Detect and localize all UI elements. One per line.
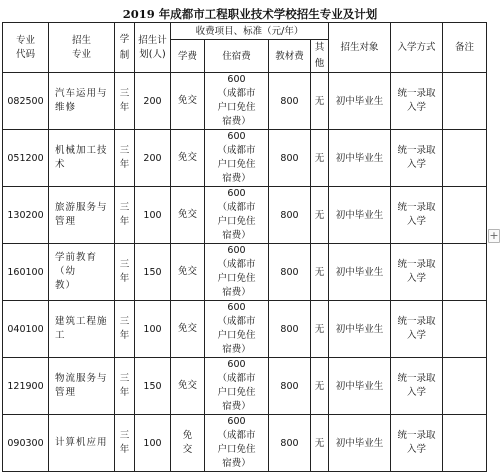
textbook-cell: 800 bbox=[269, 358, 311, 415]
quota-cell: 100 bbox=[135, 415, 171, 472]
lodging-cell: 600 （成都市 户口免住 宿费） bbox=[205, 130, 269, 187]
tuition-cell: 免交 bbox=[171, 244, 205, 301]
lodging-cell: 600 （成都市 户口免住 宿费） bbox=[205, 415, 269, 472]
remarks-cell bbox=[443, 301, 487, 358]
header-admission: 入学方式 bbox=[391, 23, 443, 73]
expand-table-button[interactable]: + bbox=[489, 229, 499, 242]
header-remarks: 备注 bbox=[443, 23, 487, 73]
textbook-cell: 800 bbox=[269, 187, 311, 244]
header-target: 招生对象 bbox=[329, 23, 391, 73]
header-textbook: 教材费 bbox=[269, 40, 311, 73]
target-cell: 初中毕业生 bbox=[329, 187, 391, 244]
header-other bbox=[311, 40, 329, 73]
admission-cell: 统一录取 入学 bbox=[391, 244, 443, 301]
other-fee-cell: 无 bbox=[311, 244, 329, 301]
admission-cell: 统一录取 入学 bbox=[391, 130, 443, 187]
enrollment-plan-table bbox=[2, 22, 487, 472]
lodging-cell: 600 （成都市 户口免住 宿费） bbox=[205, 358, 269, 415]
lodging-cell: 600 （成都市 户口免住 宿费） bbox=[205, 73, 269, 130]
table-row bbox=[3, 358, 487, 415]
remarks-cell bbox=[443, 187, 487, 244]
admission-cell: 统一录取 入学 bbox=[391, 415, 443, 472]
major-code-cell: 051200 bbox=[3, 130, 49, 187]
duration-cell: 三 年 bbox=[115, 358, 135, 415]
other-fee-cell: 无 bbox=[311, 187, 329, 244]
tuition-cell: 免 交 bbox=[171, 415, 205, 472]
tuition-cell: 免交 bbox=[171, 73, 205, 130]
header-lodging: 住宿费 bbox=[205, 40, 269, 73]
quota-cell: 150 bbox=[135, 358, 171, 415]
lodging-cell: 600 （成都市 户口免住 宿费） bbox=[205, 187, 269, 244]
major-name-cell: 旅游服务与 管理 bbox=[49, 187, 115, 244]
document-title: 2019 年成都市工程职业技术学校招生专业及计划 bbox=[122, 7, 378, 21]
quota-cell: 200 bbox=[135, 73, 171, 130]
major-name-cell: 学前教育（幼 教） bbox=[49, 244, 115, 301]
quota-cell: 200 bbox=[135, 130, 171, 187]
major-name-cell: 计算机应用 bbox=[49, 415, 115, 472]
admission-cell: 统一录取 入学 bbox=[391, 301, 443, 358]
tuition-cell: 免交 bbox=[171, 358, 205, 415]
textbook-cell: 800 bbox=[269, 244, 311, 301]
remarks-cell bbox=[443, 73, 487, 130]
major-name-cell: 建筑工程施 工 bbox=[49, 301, 115, 358]
table-row bbox=[3, 244, 487, 301]
lodging-cell: 600 （成都市 户口免住 宿费） bbox=[205, 244, 269, 301]
target-cell: 初中毕业生 bbox=[329, 73, 391, 130]
admission-cell: 统一录取 入学 bbox=[391, 187, 443, 244]
other-fee-cell: 无 bbox=[311, 301, 329, 358]
other-fee-cell: 无 bbox=[311, 358, 329, 415]
target-cell: 初中毕业生 bbox=[329, 301, 391, 358]
major-code-cell: 090300 bbox=[3, 415, 49, 472]
major-code-cell: 160100 bbox=[3, 244, 49, 301]
textbook-cell: 800 bbox=[269, 73, 311, 130]
header-duration-label: 学制 bbox=[119, 33, 130, 61]
duration-cell: 三 年 bbox=[115, 301, 135, 358]
header-major-name: 招生 专业 bbox=[49, 23, 115, 73]
target-cell: 初中毕业生 bbox=[329, 130, 391, 187]
major-name-cell: 汽车运用与 维修 bbox=[49, 73, 115, 130]
table-row bbox=[3, 130, 487, 187]
header-tuition: 学费 bbox=[171, 40, 205, 73]
target-cell: 初中毕业生 bbox=[329, 358, 391, 415]
header-quota: 招生计 划(人) bbox=[135, 23, 171, 73]
lodging-cell: 600 （成都市 户口免住 宿费） bbox=[205, 301, 269, 358]
other-fee-cell: 无 bbox=[311, 415, 329, 472]
quota-cell: 150 bbox=[135, 244, 171, 301]
duration-cell: 三 年 bbox=[115, 244, 135, 301]
target-cell: 初中毕业生 bbox=[329, 415, 391, 472]
header-fees-group: 收费项目、标准（元/年） bbox=[171, 23, 329, 40]
other-fee-cell: 无 bbox=[311, 73, 329, 130]
tuition-cell: 免交 bbox=[171, 301, 205, 358]
remarks-cell bbox=[443, 358, 487, 415]
textbook-cell: 800 bbox=[269, 415, 311, 472]
duration-cell: 三 年 bbox=[115, 187, 135, 244]
duration-cell: 三 年 bbox=[115, 73, 135, 130]
major-code-cell: 130200 bbox=[3, 187, 49, 244]
quota-cell: 100 bbox=[135, 187, 171, 244]
header-duration bbox=[115, 23, 135, 73]
tuition-cell: 免交 bbox=[171, 187, 205, 244]
header-other-label: 其他 bbox=[314, 42, 325, 69]
duration-cell: 三 年 bbox=[115, 130, 135, 187]
remarks-cell bbox=[443, 415, 487, 472]
table-row bbox=[3, 187, 487, 244]
table-row bbox=[3, 301, 487, 358]
admission-cell: 统一录取 入学 bbox=[391, 73, 443, 130]
quota-cell: 100 bbox=[135, 301, 171, 358]
major-code-cell: 121900 bbox=[3, 358, 49, 415]
header-major-code: 专业 代码 bbox=[3, 23, 49, 73]
textbook-cell: 800 bbox=[269, 130, 311, 187]
table-row bbox=[3, 73, 487, 130]
major-name-cell: 机械加工技 术 bbox=[49, 130, 115, 187]
remarks-cell bbox=[443, 244, 487, 301]
tuition-cell: 免交 bbox=[171, 130, 205, 187]
textbook-cell: 800 bbox=[269, 301, 311, 358]
target-cell: 初中毕业生 bbox=[329, 244, 391, 301]
duration-cell: 三 年 bbox=[115, 415, 135, 472]
major-name-cell: 物流服务与 管理 bbox=[49, 358, 115, 415]
major-code-cell: 040100 bbox=[3, 301, 49, 358]
remarks-cell bbox=[443, 130, 487, 187]
admission-cell: 统一录取 入学 bbox=[391, 358, 443, 415]
other-fee-cell: 无 bbox=[311, 130, 329, 187]
major-code-cell: 082500 bbox=[3, 73, 49, 130]
table-row bbox=[3, 415, 487, 472]
